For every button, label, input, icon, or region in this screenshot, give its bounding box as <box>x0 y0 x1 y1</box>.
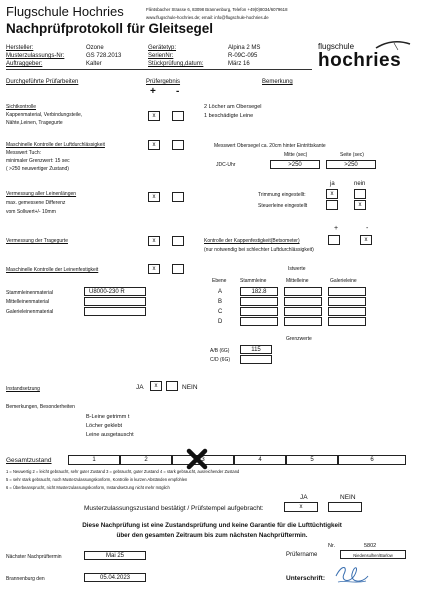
cross-mark-icon <box>186 448 208 470</box>
luft-l1: Messwert Tuch: <box>6 150 42 156</box>
info-divider <box>6 69 312 70</box>
gesamt-label: Gesamtzustand <box>6 457 52 464</box>
cd-label: C/D (6G) <box>210 357 230 363</box>
nr-value: 5802 <box>364 543 377 549</box>
disclaimer-l2: über den gesamten Zeitraum bis zum nächsten Nachprüftermin. <box>116 532 308 539</box>
legend-1: 1 = Neuwertig 2 = leicht gebraucht, sehr guter Zustand 3 = gebraucht, guter Zustand 4 = stark gebraucht, ausreichender Zustand <box>6 469 240 474</box>
page-title: Nachprüfprotokoll für Gleitsegel <box>6 21 214 36</box>
trimm-label: Trimmung eingestellt: <box>258 192 306 198</box>
luft-mitte-field[interactable]: >250 <box>270 160 320 169</box>
instand-ja-checkbox[interactable]: x <box>150 381 162 391</box>
bemerk-label: Bemerkungen, Besonderheiten <box>6 404 75 410</box>
brand-name: Flugschule Hochries <box>6 4 124 19</box>
d-stamm-field[interactable] <box>240 317 278 326</box>
ab-field[interactable]: 115 <box>240 345 272 354</box>
gesamt-cell-4[interactable]: 4 <box>234 455 286 465</box>
luft-l3: ( >250 neuwertiger Zustand) <box>6 166 69 172</box>
auftrag-value: Kalter <box>86 61 102 67</box>
trage-minus-checkbox[interactable] <box>172 236 184 246</box>
c-stamm-field[interactable] <box>240 307 278 316</box>
kappen-label: Kontrolle der Kappenfestigkeit(Betsometer) <box>204 238 300 244</box>
stueck-value: März 16 <box>228 61 250 67</box>
galerie-label: Galerieleine <box>330 278 357 284</box>
verm-title: Vermessung aller Leinenlängen <box>6 191 77 197</box>
logo-line1: flugschule <box>318 42 355 51</box>
mittelleine-label: Mittelleine <box>286 278 309 284</box>
instand-ja: JA <box>136 384 144 391</box>
sicht-l2: Nähte,Leinen, Tragegurte <box>6 120 63 126</box>
a-mittel-field[interactable] <box>284 287 322 296</box>
stueck-label: Stückprüfung,datum: <box>148 61 204 67</box>
trimm-nein-checkbox[interactable] <box>354 189 366 199</box>
c-mittel-field[interactable] <box>284 307 322 316</box>
galerie-mat-label: Galerieleinenmaterial <box>6 309 54 315</box>
kappen-plus: + <box>334 225 339 232</box>
a-stamm-field[interactable]: 182.8 <box>240 287 278 296</box>
b-stamm-field[interactable] <box>240 297 278 306</box>
legend-2: 5 = sehr stark gebraucht, noch Musterzulassungskonform, Kontrolle in kurzen Abständen empfohlen <box>6 477 188 482</box>
gesamt-cell-2[interactable]: 2 <box>120 455 172 465</box>
serien-value: R-09C-095 <box>228 53 258 59</box>
kappen-note: (nur notwendig bei schlechter Luftdurchlässigkeit) <box>204 247 314 253</box>
sicht-minus-checkbox[interactable] <box>172 111 184 121</box>
web-line: www.flugschule-hochries.de; email: info@flugschule-hochries.de <box>146 15 269 20</box>
sicht-plus-checkbox[interactable]: x <box>148 111 160 121</box>
steuer-label: Steuerleine eingestellt <box>258 203 308 209</box>
trimm-ja-checkbox[interactable]: x <box>326 189 338 199</box>
nr-label: Nr. <box>328 543 336 549</box>
b-galerie-field[interactable] <box>328 297 366 306</box>
leinen-minus-checkbox[interactable] <box>172 264 184 274</box>
leinen-plus-checkbox[interactable]: x <box>148 264 160 274</box>
galerie-mat-field[interactable] <box>84 307 146 316</box>
grenzwerte-label: Grenzwerte <box>286 336 312 342</box>
pruefer-field[interactable]: Niedensulhen/Barlow <box>340 550 406 559</box>
address-line: Fliintsbacher Strasse 6, 83098 Brannenburg, Telefon +49(0)8034/6079618 <box>146 7 288 12</box>
serien-label: SerienNr: <box>148 53 174 59</box>
stammleine-label: Stammleine <box>240 278 267 284</box>
steuer-ja-checkbox[interactable] <box>326 200 338 210</box>
hersteller-label: Hersteller: <box>6 45 34 51</box>
bemerk-l1: B-Leine getrimm t <box>86 414 130 420</box>
sicht-l1: Kappenmaterial, Verbindungsteile, <box>6 112 83 118</box>
gesamt-cell-5[interactable]: 5 <box>286 455 338 465</box>
ebene-label: Ebene <box>212 278 227 284</box>
best-ja: JA <box>300 494 308 501</box>
naechster-field[interactable]: Mai 25 <box>84 551 146 560</box>
col-minus: - <box>176 86 180 97</box>
gesamt-cell-1[interactable]: 1 <box>68 455 120 465</box>
luft-jdc: JDC-Uhr <box>216 162 236 168</box>
col-bemerkung: Bemerkung <box>262 79 293 85</box>
best-ja-checkbox[interactable]: x <box>284 502 318 512</box>
muster-value: GS 728.2013 <box>86 53 122 59</box>
istwerte-label: Istwerte <box>288 266 306 272</box>
col-arbeiten: Durchgeführte Prüfarbeiten <box>6 79 79 85</box>
legend-3: 6 = Überbeansprucht, nicht Musterzulassungskonform, Instandsetzung nicht mehr möglich <box>6 485 170 490</box>
instand-nein: NEIN <box>182 384 198 391</box>
verm-l1: max. gemessene Differenz <box>6 200 66 206</box>
sicht-title: Sichtkontrolle <box>6 104 37 110</box>
trage-plus-checkbox[interactable]: x <box>148 236 160 246</box>
d-galerie-field[interactable] <box>328 317 366 326</box>
datum-field[interactable]: 05.04.2023 <box>84 573 146 582</box>
best-nein: NEIN <box>340 494 356 501</box>
geraetetyp-label: Gerätetyp: <box>148 45 177 51</box>
pruefer-label: Prüfername <box>286 552 318 558</box>
ort-label: Brannenburg den <box>6 576 45 582</box>
kappen-minus-checkbox[interactable]: x <box>360 235 372 245</box>
luft-l2: minimaler Grenzwert: 15 sec <box>6 158 70 164</box>
sicht-remark2: 1 beschädigte Leine <box>204 113 254 119</box>
kappen-plus-checkbox[interactable] <box>328 235 340 245</box>
sicht-remark1: 2 Löcher am Obersegel <box>204 104 262 110</box>
instand-label: Instandsetzung <box>6 386 40 392</box>
mittel-mat-field[interactable] <box>84 297 146 306</box>
verm-nein: nein <box>354 181 366 187</box>
steuer-nein-checkbox[interactable]: x <box>354 200 366 210</box>
luft-meas: Messwert Obersegel ca. 20cm hinter Eintrittskante <box>214 143 326 149</box>
luft-plus-checkbox[interactable]: x <box>148 140 160 150</box>
auftrag-label: Auftraggeber: <box>6 61 43 67</box>
luft-seite-label: Seite (sec) <box>340 152 364 158</box>
stamm-mat-field[interactable]: U8000-230 R <box>84 287 146 296</box>
luft-title: Maschinelle Kontrolle der Luftdurchlässigkeit <box>6 142 105 148</box>
verm-l2: vom Sollwert+/- 10mm <box>6 209 56 215</box>
verm-ja: ja <box>330 181 335 187</box>
col-plus: + <box>150 86 156 97</box>
row-d-label: D <box>218 319 223 325</box>
kappen-minus: - <box>366 225 369 232</box>
muster-label: Musterzulassungs-Nr: <box>6 53 65 59</box>
disclaimer-l1: Diese Nachprüfung ist eine Zustandsprüfung und keine Garantie für die Lufttüchtigkeit <box>82 522 342 529</box>
luft-minus-checkbox[interactable] <box>172 140 184 150</box>
luft-mitte-label: Mitte (sec) <box>284 152 308 158</box>
instand-nein-checkbox[interactable] <box>166 381 178 391</box>
hersteller-value: Ozone <box>86 45 104 51</box>
gesamt-cell-6[interactable]: 6 <box>338 455 406 465</box>
trage-title: Vermessung der Tragegurte <box>6 238 68 244</box>
naechster-label: Nächster Nachprüftermin <box>6 554 62 560</box>
logo-line2: hochries <box>318 50 402 71</box>
best-nein-checkbox[interactable] <box>328 502 362 512</box>
cd-field[interactable] <box>240 355 272 364</box>
row-c-label: C <box>218 309 223 315</box>
a-galerie-field[interactable] <box>328 287 366 296</box>
ab-label: A/B (6G) <box>210 348 230 354</box>
luft-seite-field[interactable]: >250 <box>326 160 376 169</box>
logo <box>318 38 418 74</box>
unterschrift-label: Unterschrift: <box>286 575 326 582</box>
row-a-label: A <box>218 289 223 295</box>
signature-icon <box>332 562 372 588</box>
bemerk-l2: Löcher geklebt <box>86 423 123 429</box>
verm-minus-checkbox[interactable] <box>172 192 184 202</box>
c-galerie-field[interactable] <box>328 307 366 316</box>
geraetetyp-value: Alpina 2 MS <box>228 45 261 51</box>
row-b-label: B <box>218 299 223 305</box>
bemerk-l3: Leine ausgetauscht <box>86 432 134 438</box>
col-ergebnis: Prüfergebnis <box>146 79 181 85</box>
gesamt-cell-3[interactable]: 3 <box>172 455 234 465</box>
stamm-mat-label: Stammleinenmaterial <box>6 290 53 296</box>
best-label: Musterzulassungszustand bestätigt / Prüfstempel aufgebracht: <box>84 505 264 512</box>
leinen-title: Maschinelle Kontrolle der Leinenfestigkeit <box>6 267 99 273</box>
d-mittel-field[interactable] <box>284 317 322 326</box>
mittel-mat-label: Mittelleinenmaterial <box>6 299 50 305</box>
b-mittel-field[interactable] <box>284 297 322 306</box>
verm-plus-checkbox[interactable]: x <box>148 192 160 202</box>
